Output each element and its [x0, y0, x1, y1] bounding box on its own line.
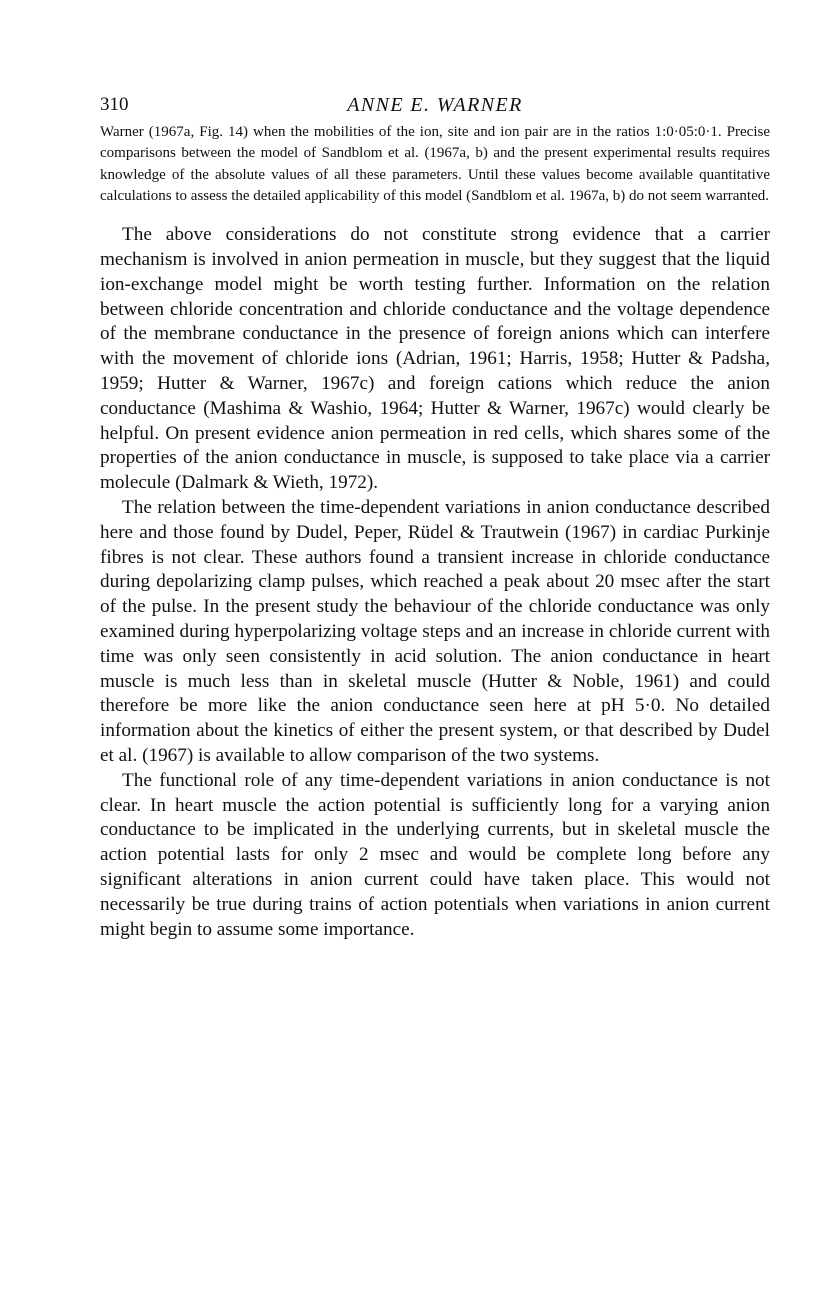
small-print-block	[100, 122, 770, 207]
journal-page	[100, 92, 770, 942]
paragraph-carrier-mechanism: The above considerations do not constitute strong evidence that a carrier mechanism is involved in anion permeation in muscle, but they suggest that the liquid ion-exchange model might be worth testing further. Information on the relation between chloride concentration and chloride conductance and the voltage dependence of the membrane conductance in the presence of foreign anions which can interfere with the movement of chloride ions (Adrian, 1961; Harris, 1958; Hutter & Padsha, 1959; Hutter & Warner, 1967c) and foreign cations which reduce the anion conductance (Mashima & Washio, 1964; Hutter & Warner, 1967c) would clearly be helpful. On present evidence anion permeation in red cells, which shares some of the properties of the anion conductance in muscle, is supposed to take place via a carrier molecule (Dalmark & Wieth, 1972).	[100, 224, 770, 494]
paragraph-purkinje-comparison: The relation between the time-dependent variations in anion conductance described here and those found by Dudel, Peper, Rüdel & Trautwein (1967) in cardiac Purkinje fibres is not clear. These authors found a transient increase in chloride conductance during depolarizing clamp pulses, which reached a peak about 20 msec after the start of the pulse. In the present study the behaviour of the chloride conductance was only examined during hyperpolarizing voltage steps and an increase in chloride current with time was only seen consistently in acid solution. The anion conductance in heart muscle is much less than in skeletal muscle (Hutter & Noble, 1961) and could therefore be more like the anion conductance seen here at pH 5·0. No detailed information about the kinetics of either the present system, or that described by Dudel et al. (1967) is available to allow comparison of the two systems.	[100, 496, 770, 766]
running-head	[100, 92, 770, 118]
continued-paragraph: Warner (1967a, Fig. 14) when the mobilities of the ion, site and ion pair are in the ratios 1:0·05:0·1. Precise comparisons between the model of Sandblom et al. (1967a, b) and the present experimental results requires knowledge of the absolute values of all these parameters. Until these values become available quantitative calculations to assess the detailed applicability of this model (Sandblom et al. 1967a, b) do not seem warranted.	[100, 124, 770, 204]
body-text	[100, 223, 770, 942]
running-title-author: ANNE E. WARNER	[347, 94, 523, 116]
page-number: 310	[100, 94, 129, 115]
paragraph-functional-role: The functional role of any time-dependent variations in anion conductance is not clear. In heart muscle the action potential is sufficiently long for a varying anion conductance to be implicated in the underlying currents, but in skeletal muscle the action potential lasts for only 2 msec and would be complete long before any significant alterations in anion current could have taken place. This would not necessarily be true during trains of action potentials when variations in anion current might begin to assume some importance.	[100, 769, 770, 940]
